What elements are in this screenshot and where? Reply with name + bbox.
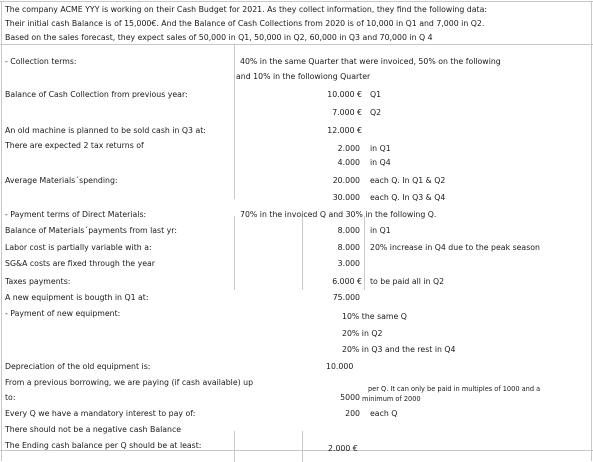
payment-equipment-line-3: 20% in Q3 and the rest in Q4 [342,345,456,354]
collection-terms-text-1: 40% in the same Quarter that were invoiced, 50% on the following [240,57,501,66]
interest-label: Every Q we have a mandatory interest to pay of: [5,409,196,418]
materials-spending-value-2: 30.000 [332,193,360,202]
tax-returns-value-1: 2.000 [337,144,360,153]
labor-cost-value: 8.000 [337,243,360,252]
payment-equipment-label: - Payment of new equipment: [5,309,121,318]
materials-spending-note-2: each Q. In Q3 & Q4 [370,193,446,202]
grid-line [0,1,593,2]
taxes-label: Taxes payments: [5,277,71,286]
depreciation-label: Depreciation of the old equipment is: [5,362,151,371]
cash-collection-label: Balance of Cash Collection from previous year: [5,90,188,99]
cash-collection-value-q1: 10.000 € [327,90,362,99]
grid-line [591,1,592,461]
materials-prev-note: in Q1 [370,226,391,235]
payment-terms-label: - Payment terms of Direct Materials: [5,210,147,219]
materials-spending-note-1: each Q. In Q1 & Q2 [370,176,446,185]
old-machine-value: 12.000 € [327,126,362,135]
collection-terms-text-2: and 10% in the followiong Quarter [236,72,371,81]
new-equipment-value: 75.000 [332,293,360,302]
depreciation-value: 10.000 [326,362,354,371]
materials-prev-label: Balance of Materials´payments from last yr: [5,226,177,235]
materials-spending-value-1: 20.000 [332,176,360,185]
payment-equipment-line-1: 10% the same Q [342,312,407,321]
grid-line [234,216,235,290]
sga-value: 3.000 [337,259,360,268]
tax-returns-value-2: 4.000 [337,158,360,167]
ending-balance-label: The Ending cash balance per Q should be at least: [5,441,202,450]
grid-line [1,1,2,461]
tax-returns-label: There are expected 2 tax returns of [5,141,144,150]
materials-prev-value: 8.000 [337,226,360,235]
borrowing-label-2: to: [5,393,16,402]
taxes-note: to be paid all in Q2 [370,277,445,286]
tax-returns-note-2: in Q4 [370,158,391,167]
ending-balance-value: 2.000 € [328,444,358,453]
grid-line [364,216,365,290]
taxes-value: 6.000 € [332,277,362,286]
intro-line-3: Based on the sales forecast, they expect sales of 50,000 in Q1, 50,000 in Q2, 60,000 in Q3 and 70,000 in Q 4 [5,33,433,42]
grid-line [234,44,235,199]
intro-line-2: Their initial cash Balance is of 15,000€. And the Balance of Cash Collections from 2020 is of 10,000 in Q1 and 7,000 in Q2. [5,19,485,28]
intro-line-1: The company ACME YYY is working on their Cash Budget for 2021. As they collect information, they find the following data: [5,5,487,14]
borrowing-note-2: minimum of 2000 [362,395,421,403]
labor-cost-note: 20% increase in Q4 due to the peak season [370,243,540,252]
grid-line [234,431,235,462]
payment-terms-text: 70% in the invoiced Q and 30% in the following Q. [240,210,437,219]
collection-terms-label: - Collection terms: [5,57,77,66]
old-machine-label: An old machine is planned to be sold cash in Q3 at: [5,126,206,135]
materials-spending-label: Average Materials´spending: [5,176,118,185]
interest-value: 200 [345,409,360,418]
grid-line [302,431,303,462]
borrowing-label-1: From a previous borrowing, we are paying (if cash available) up [5,378,254,387]
interest-note: each Q [370,409,398,418]
labor-cost-label: Labor cost is partially variable with a: [5,243,152,252]
cash-collection-note-q2: Q2 [370,108,382,117]
sga-label: SG&A costs are fixed through the year [5,259,155,268]
payment-equipment-line-2: 20% in Q2 [342,329,383,338]
cash-collection-note-q1: Q1 [370,90,382,99]
negative-cash-label: There should not be a negative cash Balance [5,425,182,434]
grid-line [0,44,593,45]
new-equipment-label: A new equipment is bougth in Q1 at: [5,293,149,302]
borrowing-value: 5000 [340,393,360,402]
borrowing-note-1: per Q. It can only be paid in multiples of 1000 and a [368,385,541,393]
tax-returns-note-1: in Q1 [370,144,391,153]
cash-collection-value-q2: 7.000 € [332,108,362,117]
